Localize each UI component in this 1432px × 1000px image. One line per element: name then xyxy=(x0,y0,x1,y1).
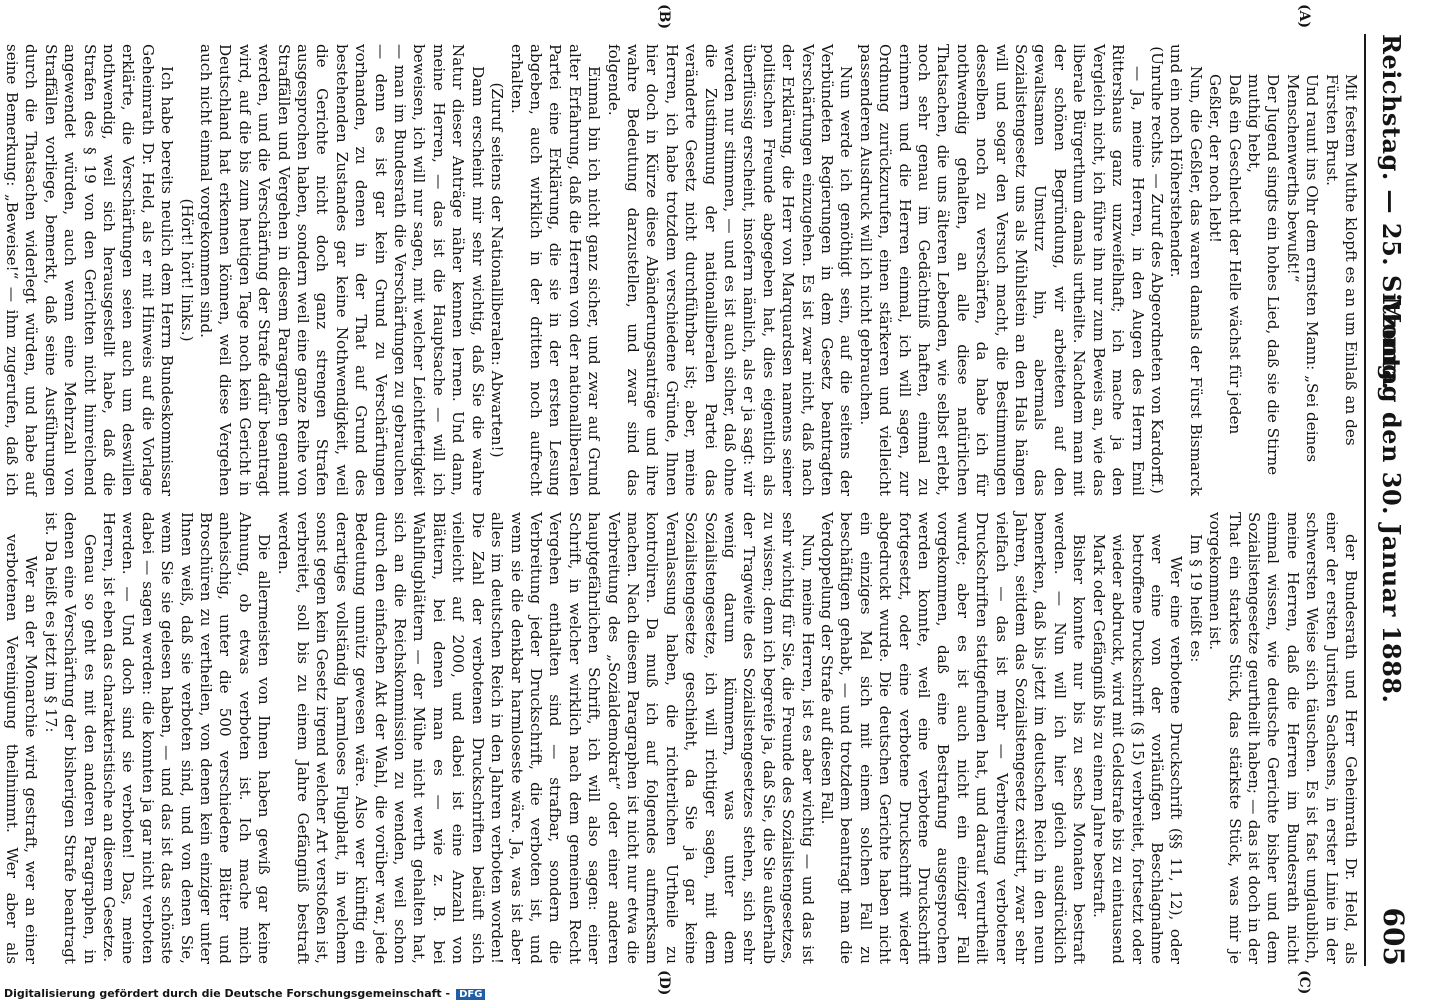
header-session: Reichstag. — 25. Sitzung. xyxy=(1377,34,1406,391)
interjection: (Hört! hört! links.) xyxy=(177,198,196,342)
margin-marker-c: (C) xyxy=(1296,970,1312,995)
paragraph: Genau so geht es mit den anderen Paragraphen, in denen eine Verschärfung der bisherigen Strafe beantragt ist. Da heißt es jetzt im § 17: xyxy=(41,512,99,964)
paragraph: Ich habe bereits neulich dem Herrn Bundeskommissar Geheimrath Dr. Held, als er mit Hinweis auf die Vorlage erklärte, die Verschärfungen seien auch um deswillen nothwendig, weil sich herausgestellt habe, daß die Strafen des § 19 von den Gerichten nicht hinreichend angewendet würden, auch wenn eine Mehrzahl von Straffällen vorliege, bemerkt, daß seine Ausführungen durch die Thatsachen widerlegt würden, und habe auf seine Bemerkung: „Beweise!“ — ihm zugerufen, daß ich xyxy=(2,44,177,496)
margin-marker-a: (A) xyxy=(1296,4,1312,29)
paragraph: der Bundesrath und Herr Geheimrath Dr. Held, als einer der ersten Juristen Sachsens, in erster Linie in der schwersten Weise sich täuschen. Es ist fast unglaublich, meine Herren, daß die Herren im Bundesrath nicht einmal wissen, wie deutsche Gerichte bisher und dem Sozialistengesetze geurtheilt haben; — das ist doch in der That ein starkes Stück, das stärkste Stück, was mir je vorgekommen ist. xyxy=(1206,512,1360,964)
paragraph: Die allermeisten von Ihnen haben gewiß gar keine Ahnung, ob etwas verboten ist. Ich mache mich anheischig, unter die 500 verschiedene Blätter und Broschüren zu vertheilen, von denen kein einziger unter Ihnen weiß, daß sie verboten sind, und von denen Sie, wenn Sie sie gelesen haben, — und das ist das schönste dabei — sagen werden: die konnten ja gar nicht verboten werden. — Und doch sind sie verboten! Das, meine Herren, ist eben das charakteristische an diesem Gesetze. xyxy=(100,512,274,964)
verse-line: Und raunt ins Ohr dem ernsten Mann: „Sei deines Menschenwerths bewußt!“ xyxy=(1283,74,1322,463)
interjection: (Unruhe rechts. — Zuruf des Abgeordneten von Kardorff.) xyxy=(1147,46,1166,494)
right-text-column xyxy=(2,512,1360,965)
law-quote: Wer eine verbotene Druckschrift (§§ 11, 12), oder wer eine von der vorläufigen Beschlagnahme betroffene Druckschrift (§ 15) verbreitet, fortsetzt oder wieder abdruckt, wird mit Geldstrafe bis zu eintausend Mark oder Gefängniß bis zu einem Jahre bestraft. xyxy=(1089,534,1186,964)
paragraph: Nun, die Geßler, das waren damals der Fürst Bismarck und ein noch Höherstehender. xyxy=(1167,44,1205,496)
page-header xyxy=(1364,34,1412,966)
digitization-credit xyxy=(0,985,1432,999)
margin-marker-b: (B) xyxy=(656,4,672,30)
law-quote: Wer an der Monarchie wird gestraft, wer an einer verbotenen Vereinigung theilnimmt. Wer aber als xyxy=(2,534,41,964)
paragraph: — Ja, meine Herren, in den Augen des Herrn Emil Rittershaus ganz unzweifelhaft; ich mache ja den Vergleich nicht, ich führe ihn nur zum Beweis an, wie das liberale Bürgerthum damals urtheilte. Nachdem man mit der schönen Begründung, wir arbeiteten auf den gewaltsamen Umsturz hin, abermals das Sozialistengesetz uns als Mühlstein an den Hals hängen will und sogar den Versuch macht, die Bestimmungen desselben noch zu verschärfen, da habe ich für nothwendig gehalten, an alle diese natürlichen Thatsachen, die uns älteren Lebenden, wie selbst erlebt, noch sehr genau im Gedächtniß haften, einmal zu erinnern und die Herren einmal, ich will sagen, zur Ordnung zurückzurufen, einen stärkeren und vielleicht passenderen Ausdruck will ich nicht gebrauchen. xyxy=(856,44,1147,496)
paragraph: Nun, meine Herren, ist es aber wichtig — und das ist sehr wichtig für Sie, die Freunde des Sozialistengesetzes, zu wissen; denn ich begreife ja, daß Sie, die Sie außerhalb der Tragweite des Sozialistengesetzes stehen, sich sehr wenig darum kümmern, was unter dem Sozialistengesetze, ich will richtiger sagen, mit dem Sozialistengesetze geschieht, da Sie ja gar keine Veranlassung haben, die richterlichen Urtheile zu kontroliren. Da muß ich auf folgendes aufmerksam machen. Nach diesem Paragraphen ist nicht nur etwa die Verbreitung des „Sozialdemokrat“ oder einer anderen hauptgefährlichen Schrift, ich will also sagen: einer Schrift, in welcher wirklich nach dem gemeinen Recht Vergehen enthalten sind — strafbar, sondern die Verbreitung jeder Druckschrift, die verboten ist, und wenn sie die denkbar harmloseste wäre. Ja, was ist aber alles im deutschen Reich in den Jahren verboten worden! Die Zahl der verbotenen Druckschriften beläuft sich vielleicht auf 2000, und dabei ist eine Anzahl von Blättern, bei denen man es — wie z. B. bei Wahlflugblättern — der Mühe nicht werth gehalten hat, sich an die Reichskommission zu wenden, weil schon durch den einfachen Akt der Wahl, die vorüber war, jede Bedeutung unnütz gewesen wäre. Also wer künftig ein derartiges vollständig harmloses Flugblatt, in welchem sonst gegen kein Gesetz irgend welcher Art verstoßen ist, verbreitet, soll bis zu einem Jahre Gefängniß bestraft werden. xyxy=(274,512,817,965)
credit-text: Digitalisierung gefördert durch die Deutsche Forschungsgemeinschaft - xyxy=(4,987,451,1000)
paragraph: Nun werde ich genöthigt sein, auf die seitens der Verbündeten Regierungen in dem Gesetz beantragten Verschärfungen einzugehen. Es ist zwar nicht, daß nach der Erklärung, die Herr von Marquardsen namens seiner politischen Freunde abgegeben hat, dies eigentlich als überflüssig erscheint, insofern nämlich, als er ja sagt: wir werden nur stimmen, — und es ist auch sicher, daß ohne die Zustimmung der nationalliberalen Partei das veränderte Gesetz nicht durchführbar ist; aber, meine Herren, ich habe trotzdem verschiedene Gründe, Ihnen hier doch in Kürze diese Abänderungsanträge und ihre wahre Bedeutung darzustellen, und zwar sind das folgende. xyxy=(604,44,856,496)
header-date: Montag den 30. Januar 1888. xyxy=(1377,296,1406,704)
verse-line: Mit festem Muthe klopft es an um Einlaß an des Fürsten Brust. xyxy=(1322,74,1360,446)
margin-marker-d: (D) xyxy=(656,970,672,996)
dfg-logo: DFG xyxy=(456,989,485,1000)
page-number: 605 xyxy=(1377,907,1410,966)
verse-line: Der Jugend singts ein hohes Lied, daß sie die Stirne muthig hebt, xyxy=(1244,74,1283,476)
paragraph: Einmal bin ich nicht ganz sicher, und zwar auf Grund alter Erfahrung, daß die Herren von der nationalliberalen Partei eine Erklärung, die sie in der ersten Lesung abgeben, auch wirklich in der dritten noch aufrecht erhalten. xyxy=(507,44,604,496)
paragraph: Bisher konnte nur bis zu sechs Monaten bestraft werden. — Nun will ich hier gleich ausdrücklich bemerken, daß bis jetzt im deutschen Reich in den neun Jahren, seitdem das Sozialistengesetz existirt, zwar sehr vielfach — das ist mehr — Verbreitung verbotener Druckschriften stattgefunden hat, und darauf verurtheilt wurde; aber es ist auch nicht ein einziger Fall vorgekommen, daß eine Bestrafung ausgesprochen werden konnte, weil eine verbotene Druckschrift fortgesetzt, oder eine verbotene Druckschrift wieder abgedruckt wurde. Die deutschen Gerichte haben nicht ein einziges Mal sich mit einem solchen Fall zu beschäftigen gehabt, — und trotzdem beantragt man die Verdoppelung der Strafe auf diesen Fall. xyxy=(818,512,1089,964)
left-text-column xyxy=(2,44,1360,496)
paragraph: Dann erscheint mir sehr wichtig, daß Sie die wahre Natur dieser Anträge näher kennen lernen. Und dann, meine Herren, — das ist die Hauptsache — will ich beweisen, ich will nur sagen, mit welcher Leichtfertigkeit — man im Bundesrath die Verschärfungen zu gebrauchen — denn es ist gar kein Grund zu Verschärfungen vorhanden, zu denen in der That auf Grund des bestehenden Zustandes gar keine Nothwendigkeit, weil die Gerichte nicht doch ganz strengen Strafen ausgesprochen haben, sondern weil eine ganze Reihe von Straffällen und Vergehen in diesem Paragraphen genannt werden, und die Verschärfung der Strafe dafür beantragt wird, auf die bis zum heutigen Tage noch kein Gericht in Deutschland hat erkennen können, weil diese Vergehen auch nicht einmal vorgekommen sind. xyxy=(197,44,487,496)
interjection: (Zuruf seitens der Nationalliberalen: Abwarten!) xyxy=(488,82,507,458)
paragraph: Im § 19 heißt es: xyxy=(1186,534,1205,663)
verse-line: Daß ein Geschlecht der Helle wächst für jeden Geßler, der noch lebt! xyxy=(1206,74,1244,435)
